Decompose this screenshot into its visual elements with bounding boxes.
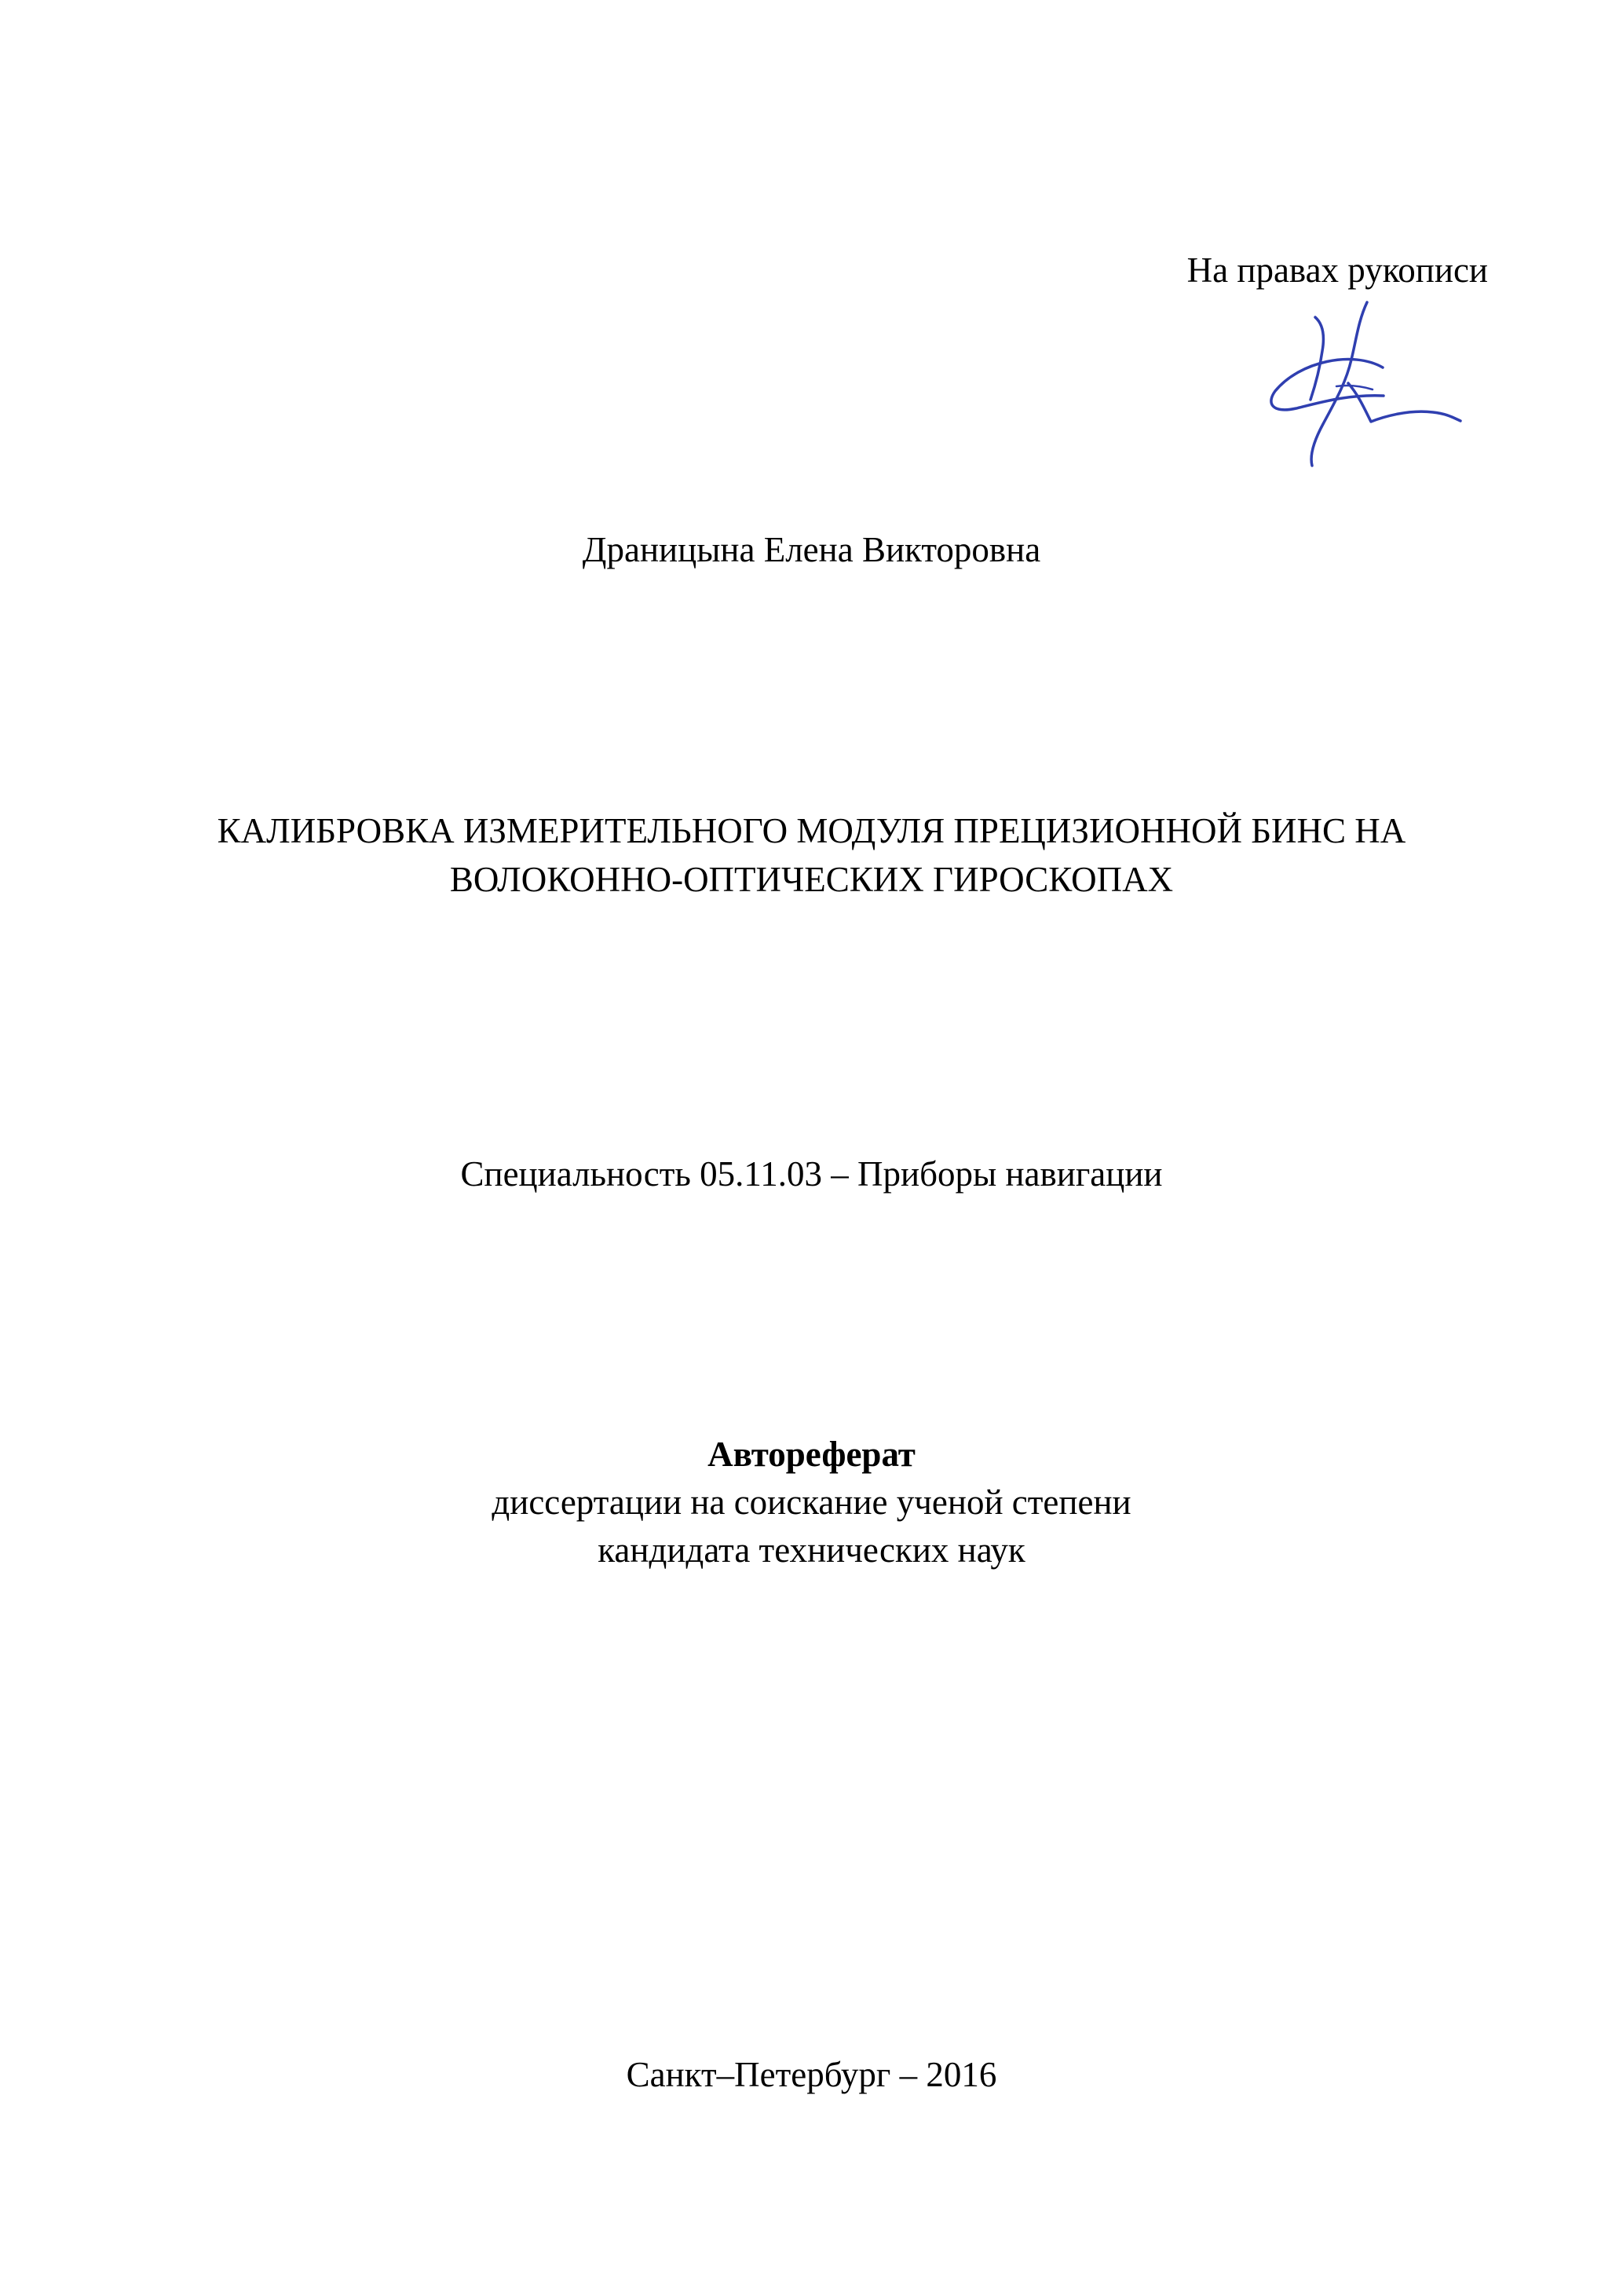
manuscript-rights-notice: На правах рукописи: [1186, 250, 1488, 290]
signature-icon: [1265, 298, 1469, 475]
city-year-footer: Санкт–Петербург – 2016: [626, 2055, 997, 2094]
abstract-heading: Автореферат: [707, 1435, 916, 1474]
title-line: КАЛИБРОВКА ИЗМЕРИТЕЛЬНОГО МОДУЛЯ ПРЕЦИЗИОННОЙ БИНС НА: [217, 811, 1406, 850]
title-line: ВОЛОКОННО-ОПТИЧЕСКИХ ГИРОСКОПАХ: [449, 860, 1174, 899]
speciality-line: Специальность 05.11.03 – Приборы навигации: [460, 1154, 1163, 1194]
degree-line: кандидата технических наук: [598, 1530, 1025, 1570]
dissertation-title: [0, 806, 1623, 904]
author-name: Драницына Елена Викторовна: [582, 530, 1041, 569]
abstract-block: [0, 1431, 1623, 1574]
degree-line: диссертации на соискание ученой степени: [492, 1483, 1131, 1522]
